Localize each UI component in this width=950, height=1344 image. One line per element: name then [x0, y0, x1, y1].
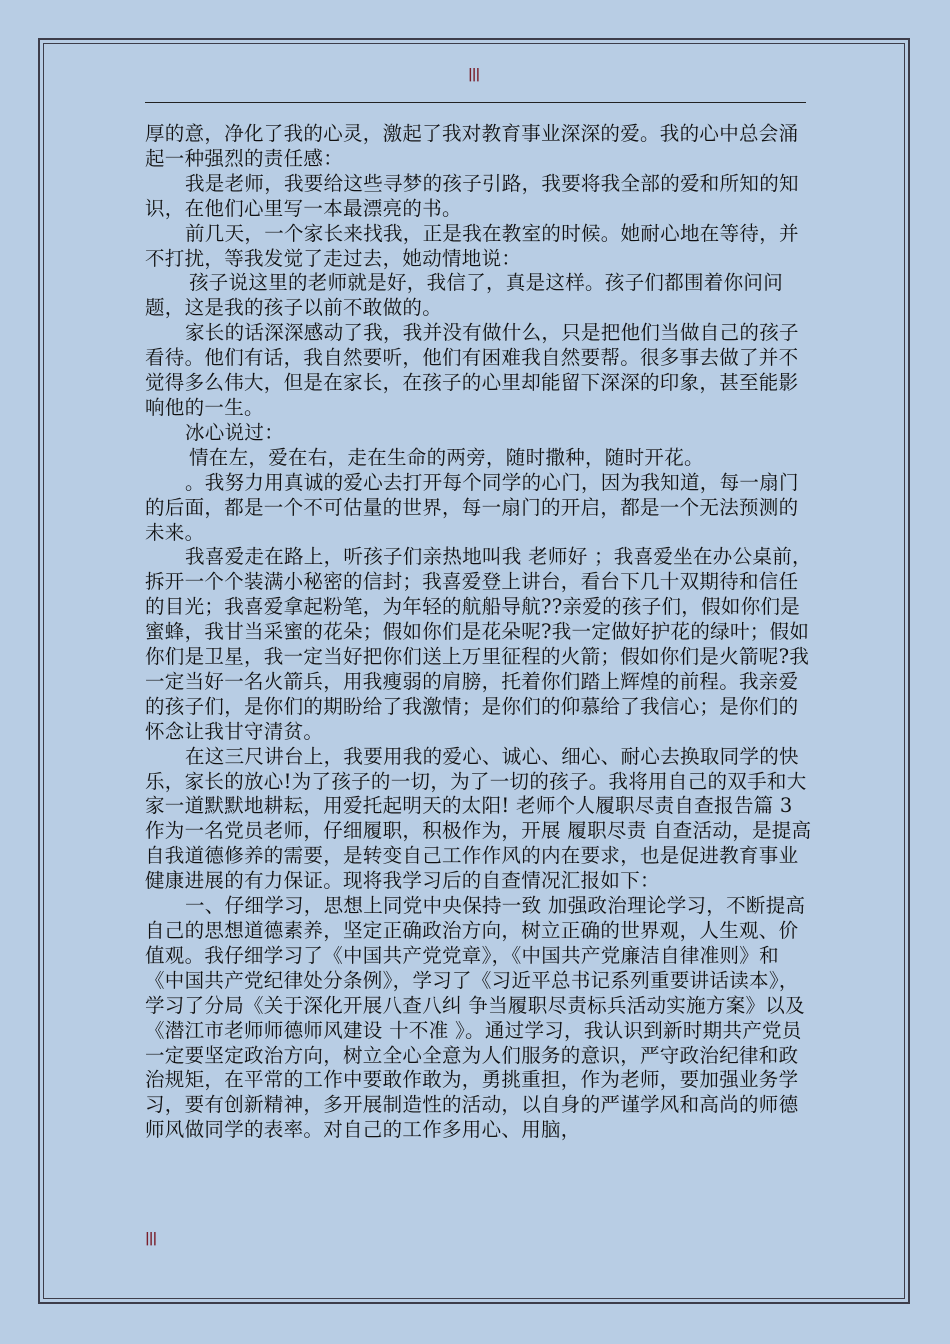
paragraph: 在这三尺讲台上，我要用我的爱心、诚心、细心、耐心去换取同学的快乐，家长的放心!为了孩子的一切，为了一切的孩子。我将用自己的双手和大家一道默默地耕耘，用爱托起明天的太阳! 老师个人履职尽责自查报告篇 3 作为一名党员老师，仔细履职，积极作为，开展 履职尽责 自查活动，是提高自我道德修养的需要，是转变自己工作作风的内在要求，也是促进教育事业健康进展的有力保证。现将我学习后的自查情况汇报如下：: [145, 744, 812, 893]
paragraph: 我喜爱走在路上，听孩子们亲热地叫我 老师好 ；我喜爱坐在办公桌前，拆开一个个装满小秘密的信封；我喜爱登上讲台，看台下几十双期待和信任的目光；我喜爱拿起粉笔，为年轻的航船导航??亲爱的孩子们，假如你们是蜜蜂，我甘当采蜜的花朵；假如你们是花朵呢?我一定做好护花的绿叶；假如你们是卫星，我一定当好把你们送上万里征程的火箭；假如你们是火箭呢?我一定当好一名火箭兵，用我瘦弱的肩膀，托着你们踏上辉煌的前程。我亲爱的孩子们，是你们的期盼给了我激情；是你们的仰慕给了我信心；是你们的怀念让我甘守清贫。: [145, 545, 812, 743]
paragraph: 前几天，一个家长来找我，正是我在教室的时候。她耐心地在等待，并不打扰，等我发觉了走过去，她动情地说：: [145, 221, 799, 270]
page-footer-mark: |||: [145, 1231, 157, 1246]
paragraph: 一、仔细学习，思想上同党中央保持一致 加强政治理论学习，不断提高自己的思想道德素养，坚定正确政治方向，树立正确的世界观，人生观、价值观。我仔细学习了《中国共产党党章》，《中国共产党廉洁自律准则》和《中国共产党纪律处分条例》，学习了《习近平总书记系列重要讲话读本》，学习了分局《关于深化开展八查八纠 争当履职尽责标兵活动实施方案》以及《潜江市老师师德师风建设 十不准 》。通过学习，我认识到新时期共产党员一定要坚定政治方向，树立全心全意为人们服务的意识，严守政治纪律和政治规矩，在平常的工作中要敢作敢为，勇挑重担，作为老师，要加强业务学习，要有创新精神，多开展制造性的活动，以自身的严谨学风和高尚的师德师风做同学的表率。对自己的工作多用心、用脑，: [145, 894, 806, 1142]
paragraph: 厚的意，净化了我的心灵，激起了我对教育事业深深的爱。我的心中总会涌起一种强烈的责任感：: [145, 122, 799, 170]
paragraph: 我是老师，我要给这些寻梦的孩子引路，我要将我全部的爱和所知的知识，在他们心里写一本最漂亮的书。: [145, 171, 799, 220]
paragraph: 冰心说过：: [185, 420, 285, 444]
paragraph: 家长的话深深感动了我，我并没有做什么，只是把他们当做自己的孩子看待。他们有话，我自然要听，他们有困难我自然要帮。很多事去做了并不觉得多么伟大，但是在家长，在孩子的心里却能留下深深的印象，甚至能影响他的一生。: [145, 321, 799, 419]
paragraph: 。我努力用真诚的爱心去打开每个同学的心门，因为我知道，每一扇门的后面，都是一个不可估量的世界，每一扇门的开启，都是一个无法预测的未来。: [145, 470, 799, 544]
document-body: [145, 122, 817, 1143]
quote-paragraph: 孩子说这里的老师就是好，我信了，真是这样。孩子们都围着你问问题，这是我的孩子以前不敢做的。: [145, 271, 784, 320]
page-header-mark: |||: [468, 67, 480, 82]
header-rule: [145, 102, 806, 103]
quote-paragraph: 情在左，爱在右，走在生命的两旁，随时撒种，随时开花。: [189, 445, 704, 469]
